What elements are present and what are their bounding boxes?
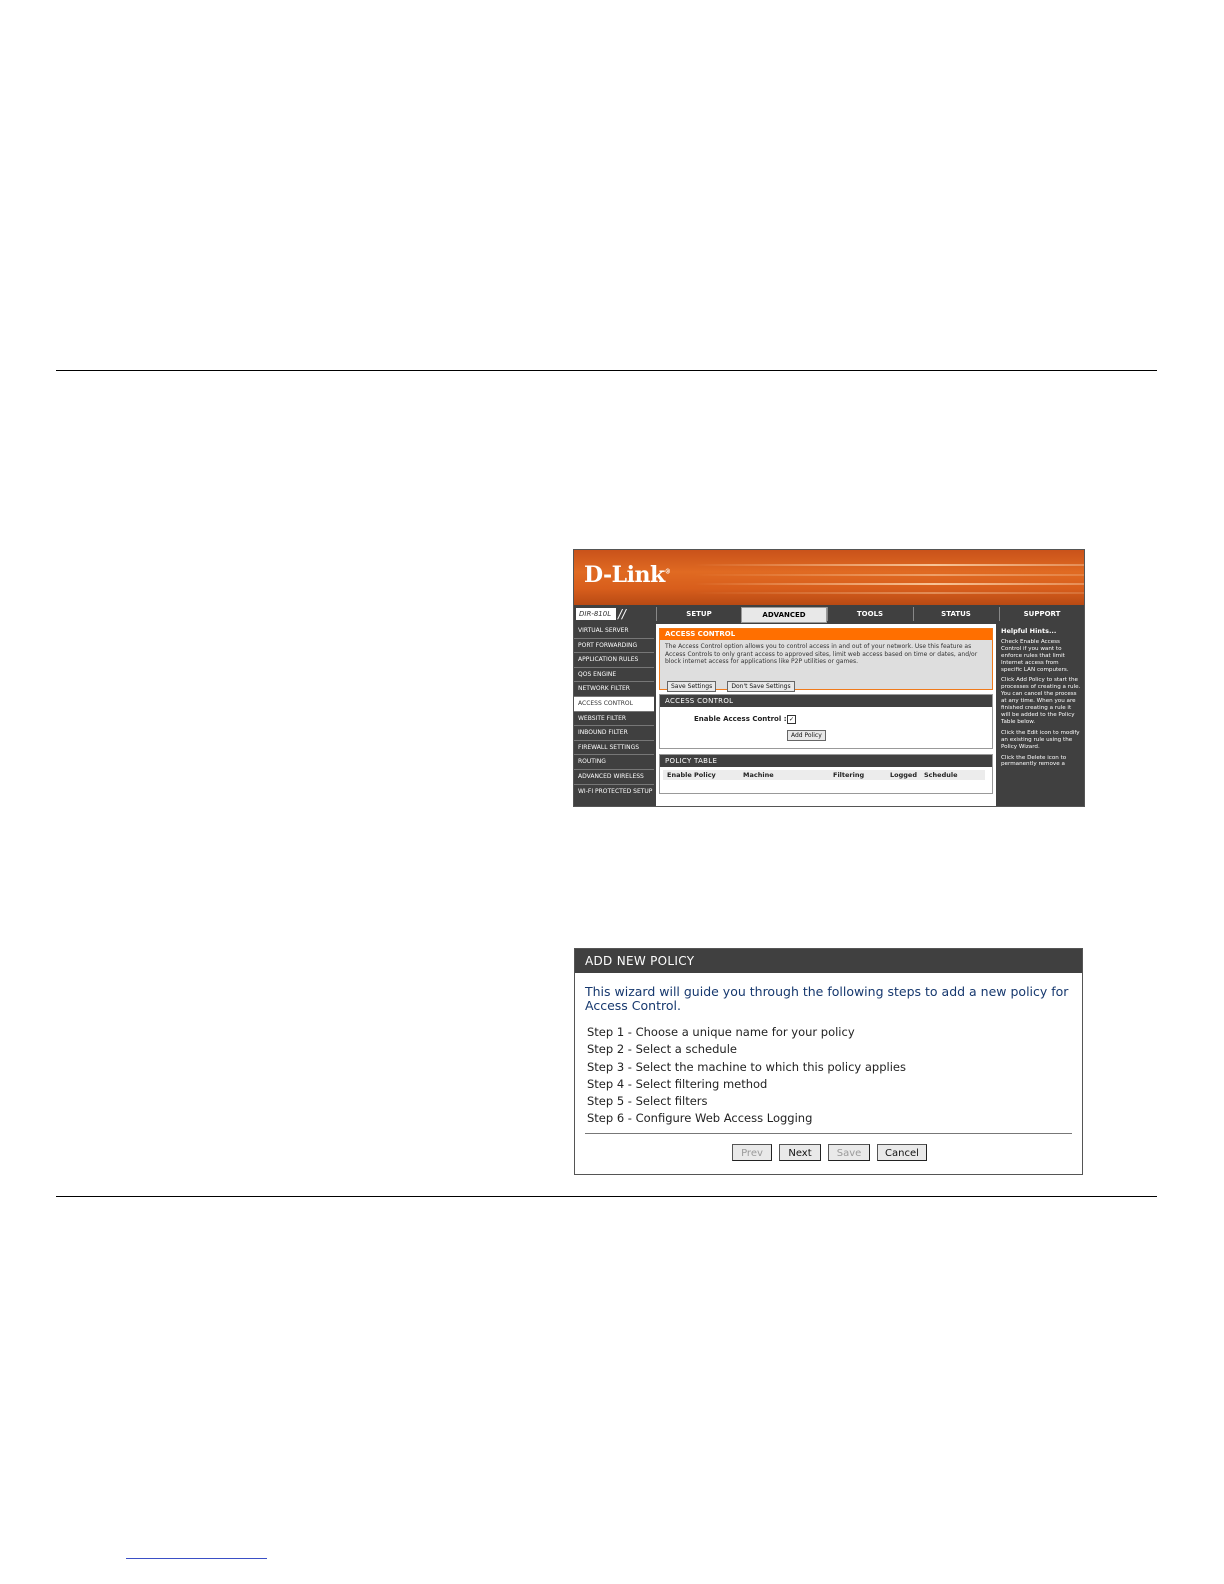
- dlink-logo: D-Link®: [584, 562, 671, 588]
- sidebar-item-wps[interactable]: WI-FI PROTECTED SETUP: [574, 785, 654, 807]
- sidebar-item-website-filter[interactable]: WEBSITE FILTER: [574, 712, 654, 727]
- tab-advanced[interactable]: ADVANCED: [741, 607, 827, 623]
- sidebar-item-inbound-filter[interactable]: INBOUND FILTER: [574, 726, 654, 741]
- hint-delete: Click the Delete icon to permanently remove a: [1001, 754, 1067, 768]
- access-control-panel: [659, 694, 993, 749]
- hint-edit: Click the Edit icon to modify an existing rule using the Policy Wizard.: [1001, 729, 1080, 750]
- policy-table-header: [663, 770, 985, 780]
- intro-panel: [659, 628, 993, 690]
- slashes-decoration: / /: [618, 607, 624, 621]
- prev-button[interactable]: Prev: [732, 1144, 772, 1161]
- wizard-steps: [587, 1024, 906, 1128]
- main-content: [656, 624, 996, 807]
- save-settings-button[interactable]: Save Settings: [667, 681, 716, 692]
- wizard-title: ADD NEW POLICY: [575, 949, 1082, 973]
- dlink-banner: [574, 550, 1084, 605]
- sidebar-item-port-forwarding[interactable]: PORT FORWARDING: [574, 639, 654, 654]
- wizard-step: Step 3 - Select the machine to which this policy applies: [587, 1059, 906, 1074]
- wizard-step: Step 2 - Select a schedule: [587, 1042, 737, 1057]
- wizard-step: Step 5 - Select filters: [587, 1094, 708, 1109]
- intro-title: ACCESS CONTROL: [660, 629, 992, 640]
- sidebar: [574, 624, 654, 807]
- hint-enable: Check Enable Access Control if you want to enforce rules that limit Internet access from specific LAN computers.: [1001, 638, 1069, 673]
- sidebar-item-application-rules[interactable]: APPLICATION RULES: [574, 653, 654, 668]
- wizard-step: Step 1 - Choose a unique name for your policy: [587, 1025, 855, 1039]
- column-filtering: Filtering: [833, 771, 865, 779]
- enable-access-control-checkbox[interactable]: ✓: [788, 716, 795, 723]
- column-machine: Machine: [743, 771, 774, 779]
- top-navigation: [574, 606, 1084, 623]
- model-label: DIR-810L: [576, 608, 616, 620]
- tab-setup[interactable]: SETUP: [656, 607, 741, 621]
- access-control-screenshot: [573, 549, 1085, 807]
- tab-tools[interactable]: TOOLS: [827, 607, 912, 621]
- save-button[interactable]: Save: [828, 1144, 870, 1161]
- sidebar-item-virtual-server[interactable]: VIRTUAL SERVER: [574, 624, 654, 639]
- tab-support[interactable]: SUPPORT: [999, 607, 1084, 621]
- wizard-intro: This wizard will guide you through the following steps to add a new policy for Access Control.: [585, 984, 1069, 1013]
- wizard-step: Step 6 - Configure Web Access Logging: [587, 1111, 813, 1126]
- hints-title: Helpful Hints...: [1001, 627, 1057, 635]
- helpful-hints: [998, 624, 1084, 807]
- bottom-divider: [56, 1196, 1157, 1197]
- add-policy-wizard: [574, 948, 1083, 1175]
- intro-text: The Access Control option allows you to control access in and out of your network. Use this feature as Access Controls to only grant access to approved sites, limit web access based on time or dates, and/or block internet access for applications like P2P utilities or games.: [665, 643, 978, 665]
- sidebar-item-advanced-wireless[interactable]: ADVANCED WIRELESS: [574, 770, 654, 785]
- next-button[interactable]: Next: [779, 1144, 821, 1161]
- policy-table-title: POLICY TABLE: [660, 755, 992, 767]
- column-schedule: Schedule: [924, 771, 958, 779]
- wizard-step: Step 4 - Select filtering method: [587, 1076, 768, 1091]
- tab-status[interactable]: STATUS: [913, 607, 998, 621]
- column-logged: Logged: [890, 771, 917, 779]
- hint-add-policy: Click Add Policy to start the processes of creating a rule. You can cancel the process at any time. When you are finished creating a rule it will be added to the Policy Table below.: [1001, 677, 1081, 725]
- policy-table-panel: [659, 754, 993, 794]
- add-policy-button[interactable]: Add Policy: [787, 730, 826, 741]
- top-divider: [56, 370, 1157, 371]
- column-enable-policy: Enable Policy: [667, 771, 716, 779]
- sidebar-item-access-control[interactable]: ACCESS CONTROL: [574, 697, 654, 712]
- enable-access-control-label: Enable Access Control :: [694, 715, 787, 723]
- dont-save-settings-button[interactable]: Don't Save Settings: [727, 681, 794, 692]
- access-control-title: ACCESS CONTROL: [660, 695, 992, 707]
- sidebar-item-qos-engine[interactable]: QOS ENGINE: [574, 668, 654, 683]
- cancel-button[interactable]: Cancel: [877, 1144, 927, 1161]
- sidebar-item-network-filter[interactable]: NETWORK FILTER: [574, 682, 654, 697]
- footer-link-underline: [126, 1558, 267, 1559]
- wizard-divider: [585, 1133, 1072, 1134]
- sidebar-item-routing[interactable]: ROUTING: [574, 755, 654, 770]
- sidebar-item-firewall-settings[interactable]: FIREWALL SETTINGS: [574, 741, 654, 756]
